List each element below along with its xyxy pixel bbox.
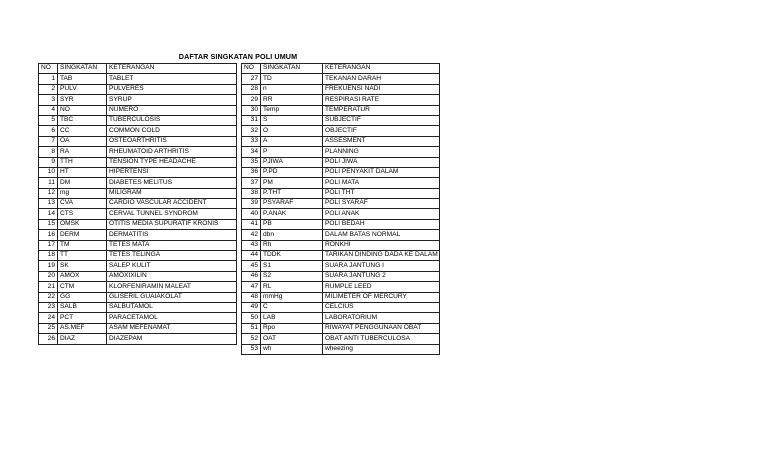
cell-no: 36 [242, 167, 261, 177]
table-row [242, 74, 440, 84]
table-row [242, 313, 440, 323]
cell-no: 44 [242, 251, 261, 261]
table-row [39, 219, 237, 229]
table-row [242, 136, 440, 146]
cell-singkatan: TBC [58, 115, 107, 125]
cell-no: 19 [39, 261, 58, 271]
table-row [242, 199, 440, 209]
table-row [39, 157, 237, 167]
cell-no: 11 [39, 178, 58, 188]
cell-keterangan: SUARA JANTUNG I [323, 261, 440, 271]
cell-keterangan: RONKHI [323, 240, 440, 250]
cell-keterangan: POLI THT [323, 188, 440, 198]
cell-no: 20 [39, 271, 58, 281]
cell-singkatan: OMSK [58, 219, 107, 229]
cell-keterangan: TENSION TYPE HEADACHE [107, 157, 237, 167]
table-row [242, 271, 440, 281]
table-row [39, 334, 237, 344]
table-header-row [242, 64, 440, 74]
cell-keterangan: POLI BEDAH [323, 219, 440, 229]
header-keterangan: KETERANGAN [107, 64, 237, 74]
cell-keterangan: TUBERCULOSIS [107, 115, 237, 125]
cell-singkatan: S2 [261, 271, 323, 281]
cell-keterangan: POLI ANAK [323, 209, 440, 219]
cell-no: 31 [242, 115, 261, 125]
cell-singkatan: OAT [261, 334, 323, 344]
table-row [242, 105, 440, 115]
cell-keterangan: COMMON COLD [107, 126, 237, 136]
cell-no: 1 [39, 74, 58, 84]
cell-no: 43 [242, 240, 261, 250]
table-row [39, 74, 237, 84]
cell-singkatan: Rh [261, 240, 323, 250]
cell-singkatan: A [261, 136, 323, 146]
cell-singkatan: CTS [58, 209, 107, 219]
cell-keterangan: ASAM MEFENAMAT [107, 323, 237, 333]
abbreviation-table-right [241, 63, 440, 355]
cell-singkatan: mmHg [261, 292, 323, 302]
table-row [39, 167, 237, 177]
cell-singkatan: PCT [58, 313, 107, 323]
cell-singkatan: mg [58, 188, 107, 198]
cell-singkatan: HT [58, 167, 107, 177]
cell-keterangan: SYRUP [107, 95, 237, 105]
cell-singkatan: RA [58, 147, 107, 157]
cell-singkatan: TTH [58, 157, 107, 167]
cell-keterangan: HIPERTENSI [107, 167, 237, 177]
cell-no: 53 [242, 344, 261, 354]
cell-keterangan: KLORFENIRAMIN MALEAT [107, 282, 237, 292]
cell-keterangan: OTITIS MEDIA SUPURATIF KRONIS [107, 219, 237, 229]
cell-no: 18 [39, 251, 58, 261]
cell-no: 27 [242, 74, 261, 84]
cell-no: 23 [39, 302, 58, 312]
cell-no: 10 [39, 167, 58, 177]
cell-keterangan: SALEP KULIT [107, 261, 237, 271]
cell-singkatan: NO [58, 105, 107, 115]
cell-no: 40 [242, 209, 261, 219]
cell-no: 38 [242, 188, 261, 198]
cell-keterangan: LABORATORIUM [323, 313, 440, 323]
table-row [39, 147, 237, 157]
table-row [242, 251, 440, 261]
cell-keterangan: SUBJECTIF [323, 115, 440, 125]
cell-keterangan: wheezing [323, 344, 440, 354]
table-row [39, 271, 237, 281]
cell-singkatan: GG [58, 292, 107, 302]
table-row [39, 115, 237, 125]
cell-singkatan: AMOX [58, 271, 107, 281]
table-row [39, 261, 237, 271]
table-row [39, 136, 237, 146]
cell-no: 6 [39, 126, 58, 136]
cell-keterangan: CARDIO VASCULAR ACCIDENT [107, 199, 237, 209]
cell-no: 2 [39, 84, 58, 94]
cell-keterangan: RHEUMATOID ARTHRITIS [107, 147, 237, 157]
cell-singkatan: TAB [58, 74, 107, 84]
cell-singkatan: TM [58, 240, 107, 250]
table-row [39, 188, 237, 198]
table-row [242, 323, 440, 333]
cell-keterangan: NUMERO [107, 105, 237, 115]
table-row [242, 147, 440, 157]
table-row [39, 209, 237, 219]
header-singkatan: SINGKATAN [261, 64, 323, 74]
cell-keterangan: OSTEOARTHRITIS [107, 136, 237, 146]
cell-no: 30 [242, 105, 261, 115]
cell-no: 33 [242, 136, 261, 146]
table-row [242, 292, 440, 302]
cell-singkatan: TT [58, 251, 107, 261]
cell-no: 4 [39, 105, 58, 115]
cell-keterangan: POLI PENYAKIT DALAM [323, 167, 440, 177]
table-row [242, 344, 440, 354]
cell-singkatan: CTM [58, 282, 107, 292]
table-row [242, 157, 440, 167]
cell-keterangan: TEMPERATUR [323, 105, 440, 115]
cell-no: 21 [39, 282, 58, 292]
cell-keterangan: PLANNING [323, 147, 440, 157]
cell-no: 28 [242, 84, 261, 94]
table-row [39, 199, 237, 209]
cell-singkatan: LAB [261, 313, 323, 323]
cell-singkatan: PJIWA [261, 157, 323, 167]
table-row [39, 313, 237, 323]
cell-no: 39 [242, 199, 261, 209]
cell-no: 7 [39, 136, 58, 146]
cell-keterangan: POLI MATA [323, 178, 440, 188]
cell-keterangan: DALAM BATAS NORMAL [323, 230, 440, 240]
cell-no: 45 [242, 261, 261, 271]
cell-singkatan: PM [261, 178, 323, 188]
cell-keterangan: PARACETAMOL [107, 313, 237, 323]
cell-no: 24 [39, 313, 58, 323]
cell-keterangan: TABLET [107, 74, 237, 84]
cell-no: 16 [39, 230, 58, 240]
cell-singkatan: PULV [58, 84, 107, 94]
header-no: NO [242, 64, 261, 74]
table-row [242, 230, 440, 240]
cell-keterangan: POLI SYARAF [323, 199, 440, 209]
cell-no: 3 [39, 95, 58, 105]
table-row [39, 105, 237, 115]
cell-keterangan: RESPIRASI RATE [323, 95, 440, 105]
cell-keterangan: CELCIUS [323, 302, 440, 312]
abbreviation-table-left [38, 63, 237, 345]
cell-singkatan: P [261, 147, 323, 157]
cell-singkatan: S [261, 115, 323, 125]
cell-no: 51 [242, 323, 261, 333]
cell-singkatan: DIAZ [58, 334, 107, 344]
document-title: DAFTAR SINGKATAN POLI UMUM [178, 52, 298, 61]
cell-singkatan: dbn [261, 230, 323, 240]
cell-no: 12 [39, 188, 58, 198]
table-row [242, 334, 440, 344]
cell-no: 5 [39, 115, 58, 125]
cell-no: 29 [242, 95, 261, 105]
cell-no: 42 [242, 230, 261, 240]
table-row [39, 292, 237, 302]
table-row [242, 126, 440, 136]
cell-no: 47 [242, 282, 261, 292]
cell-no: 52 [242, 334, 261, 344]
table-row [242, 261, 440, 271]
cell-singkatan: DERM [58, 230, 107, 240]
cell-no: 15 [39, 219, 58, 229]
table-row [242, 178, 440, 188]
cell-no: 26 [39, 334, 58, 344]
cell-singkatan: TD [261, 74, 323, 84]
table-row [39, 95, 237, 105]
cell-singkatan: TDDK [261, 251, 323, 261]
cell-keterangan: RIWAYAT PENGGUNAAN OBAT [323, 323, 440, 333]
table-row [242, 167, 440, 177]
table-row [242, 95, 440, 105]
table-row [39, 240, 237, 250]
cell-singkatan: wh [261, 344, 323, 354]
cell-no: 50 [242, 313, 261, 323]
cell-no: 35 [242, 157, 261, 167]
cell-keterangan: TARIKAN DINDING DADA KE DALAM [323, 251, 440, 261]
table-row [39, 251, 237, 261]
table-row [39, 323, 237, 333]
table-row [39, 126, 237, 136]
table-row [242, 115, 440, 125]
cell-singkatan: CVA [58, 199, 107, 209]
cell-keterangan: OBJECTIF [323, 126, 440, 136]
table-row [39, 282, 237, 292]
cell-singkatan: PSYARAF [261, 199, 323, 209]
cell-singkatan: RR [261, 95, 323, 105]
table-row [242, 84, 440, 94]
cell-keterangan: FREKUENSI NADI [323, 84, 440, 94]
cell-no: 32 [242, 126, 261, 136]
cell-no: 46 [242, 271, 261, 281]
cell-singkatan: S1 [261, 261, 323, 271]
cell-no: 13 [39, 199, 58, 209]
table-row [242, 240, 440, 250]
cell-keterangan: DERMATITIS [107, 230, 237, 240]
cell-no: 37 [242, 178, 261, 188]
table-row [39, 230, 237, 240]
cell-singkatan: C [261, 302, 323, 312]
cell-singkatan: DM [58, 178, 107, 188]
cell-singkatan: SYR [58, 95, 107, 105]
cell-keterangan: CERVAL TUNNEL SYNDROM [107, 209, 237, 219]
table-row [242, 209, 440, 219]
cell-no: 49 [242, 302, 261, 312]
cell-keterangan: TEKANAN DARAH [323, 74, 440, 84]
cell-keterangan: SUARA JANTUNG 2 [323, 271, 440, 281]
cell-no: 17 [39, 240, 58, 250]
cell-no: 25 [39, 323, 58, 333]
cell-no: 22 [39, 292, 58, 302]
header-no: NO [39, 64, 58, 74]
cell-keterangan: OBAT ANTI TUBERCULOSA [323, 334, 440, 344]
cell-singkatan: P.THT [261, 188, 323, 198]
cell-singkatan: PB [261, 219, 323, 229]
table-row [242, 219, 440, 229]
cell-no: 34 [242, 147, 261, 157]
cell-keterangan: AMOXIXILIN [107, 271, 237, 281]
cell-singkatan: CC [58, 126, 107, 136]
cell-keterangan: DIAZEPAM [107, 334, 237, 344]
cell-keterangan: PULVERES [107, 84, 237, 94]
cell-keterangan: POLI JIWA [323, 157, 440, 167]
cell-no: 14 [39, 209, 58, 219]
cell-keterangan: MILIGRAM [107, 188, 237, 198]
table-row [39, 178, 237, 188]
cell-keterangan: ASSESMENT [323, 136, 440, 146]
cell-singkatan: O [261, 126, 323, 136]
header-keterangan: KETERANGAN [323, 64, 440, 74]
cell-keterangan: TETES MATA [107, 240, 237, 250]
table-row [242, 302, 440, 312]
cell-singkatan: Rpo [261, 323, 323, 333]
cell-singkatan: n [261, 84, 323, 94]
cell-singkatan: OA [58, 136, 107, 146]
cell-singkatan: P.PD [261, 167, 323, 177]
cell-singkatan: P.ANAK [261, 209, 323, 219]
cell-singkatan: AS.MEF [58, 323, 107, 333]
cell-singkatan: RL [261, 282, 323, 292]
cell-no: 48 [242, 292, 261, 302]
cell-keterangan: MILIMETER OF MERCURY [323, 292, 440, 302]
cell-keterangan: DIABETES MELITUS [107, 178, 237, 188]
cell-singkatan: SK [58, 261, 107, 271]
table-row [242, 188, 440, 198]
cell-no: 41 [242, 219, 261, 229]
table-row [39, 302, 237, 312]
header-singkatan: SINGKATAN [58, 64, 107, 74]
cell-singkatan: SALB [58, 302, 107, 312]
cell-keterangan: RUMPLE LEED [323, 282, 440, 292]
cell-no: 8 [39, 147, 58, 157]
table-row [39, 84, 237, 94]
cell-singkatan: Temp [261, 105, 323, 115]
cell-keterangan: SALBUTAMOL [107, 302, 237, 312]
cell-keterangan: GLISERIL GUAIAKOLAT [107, 292, 237, 302]
cell-no: 9 [39, 157, 58, 167]
cell-keterangan: TETES TELINGA [107, 251, 237, 261]
table-header-row [39, 64, 237, 74]
table-row [242, 282, 440, 292]
